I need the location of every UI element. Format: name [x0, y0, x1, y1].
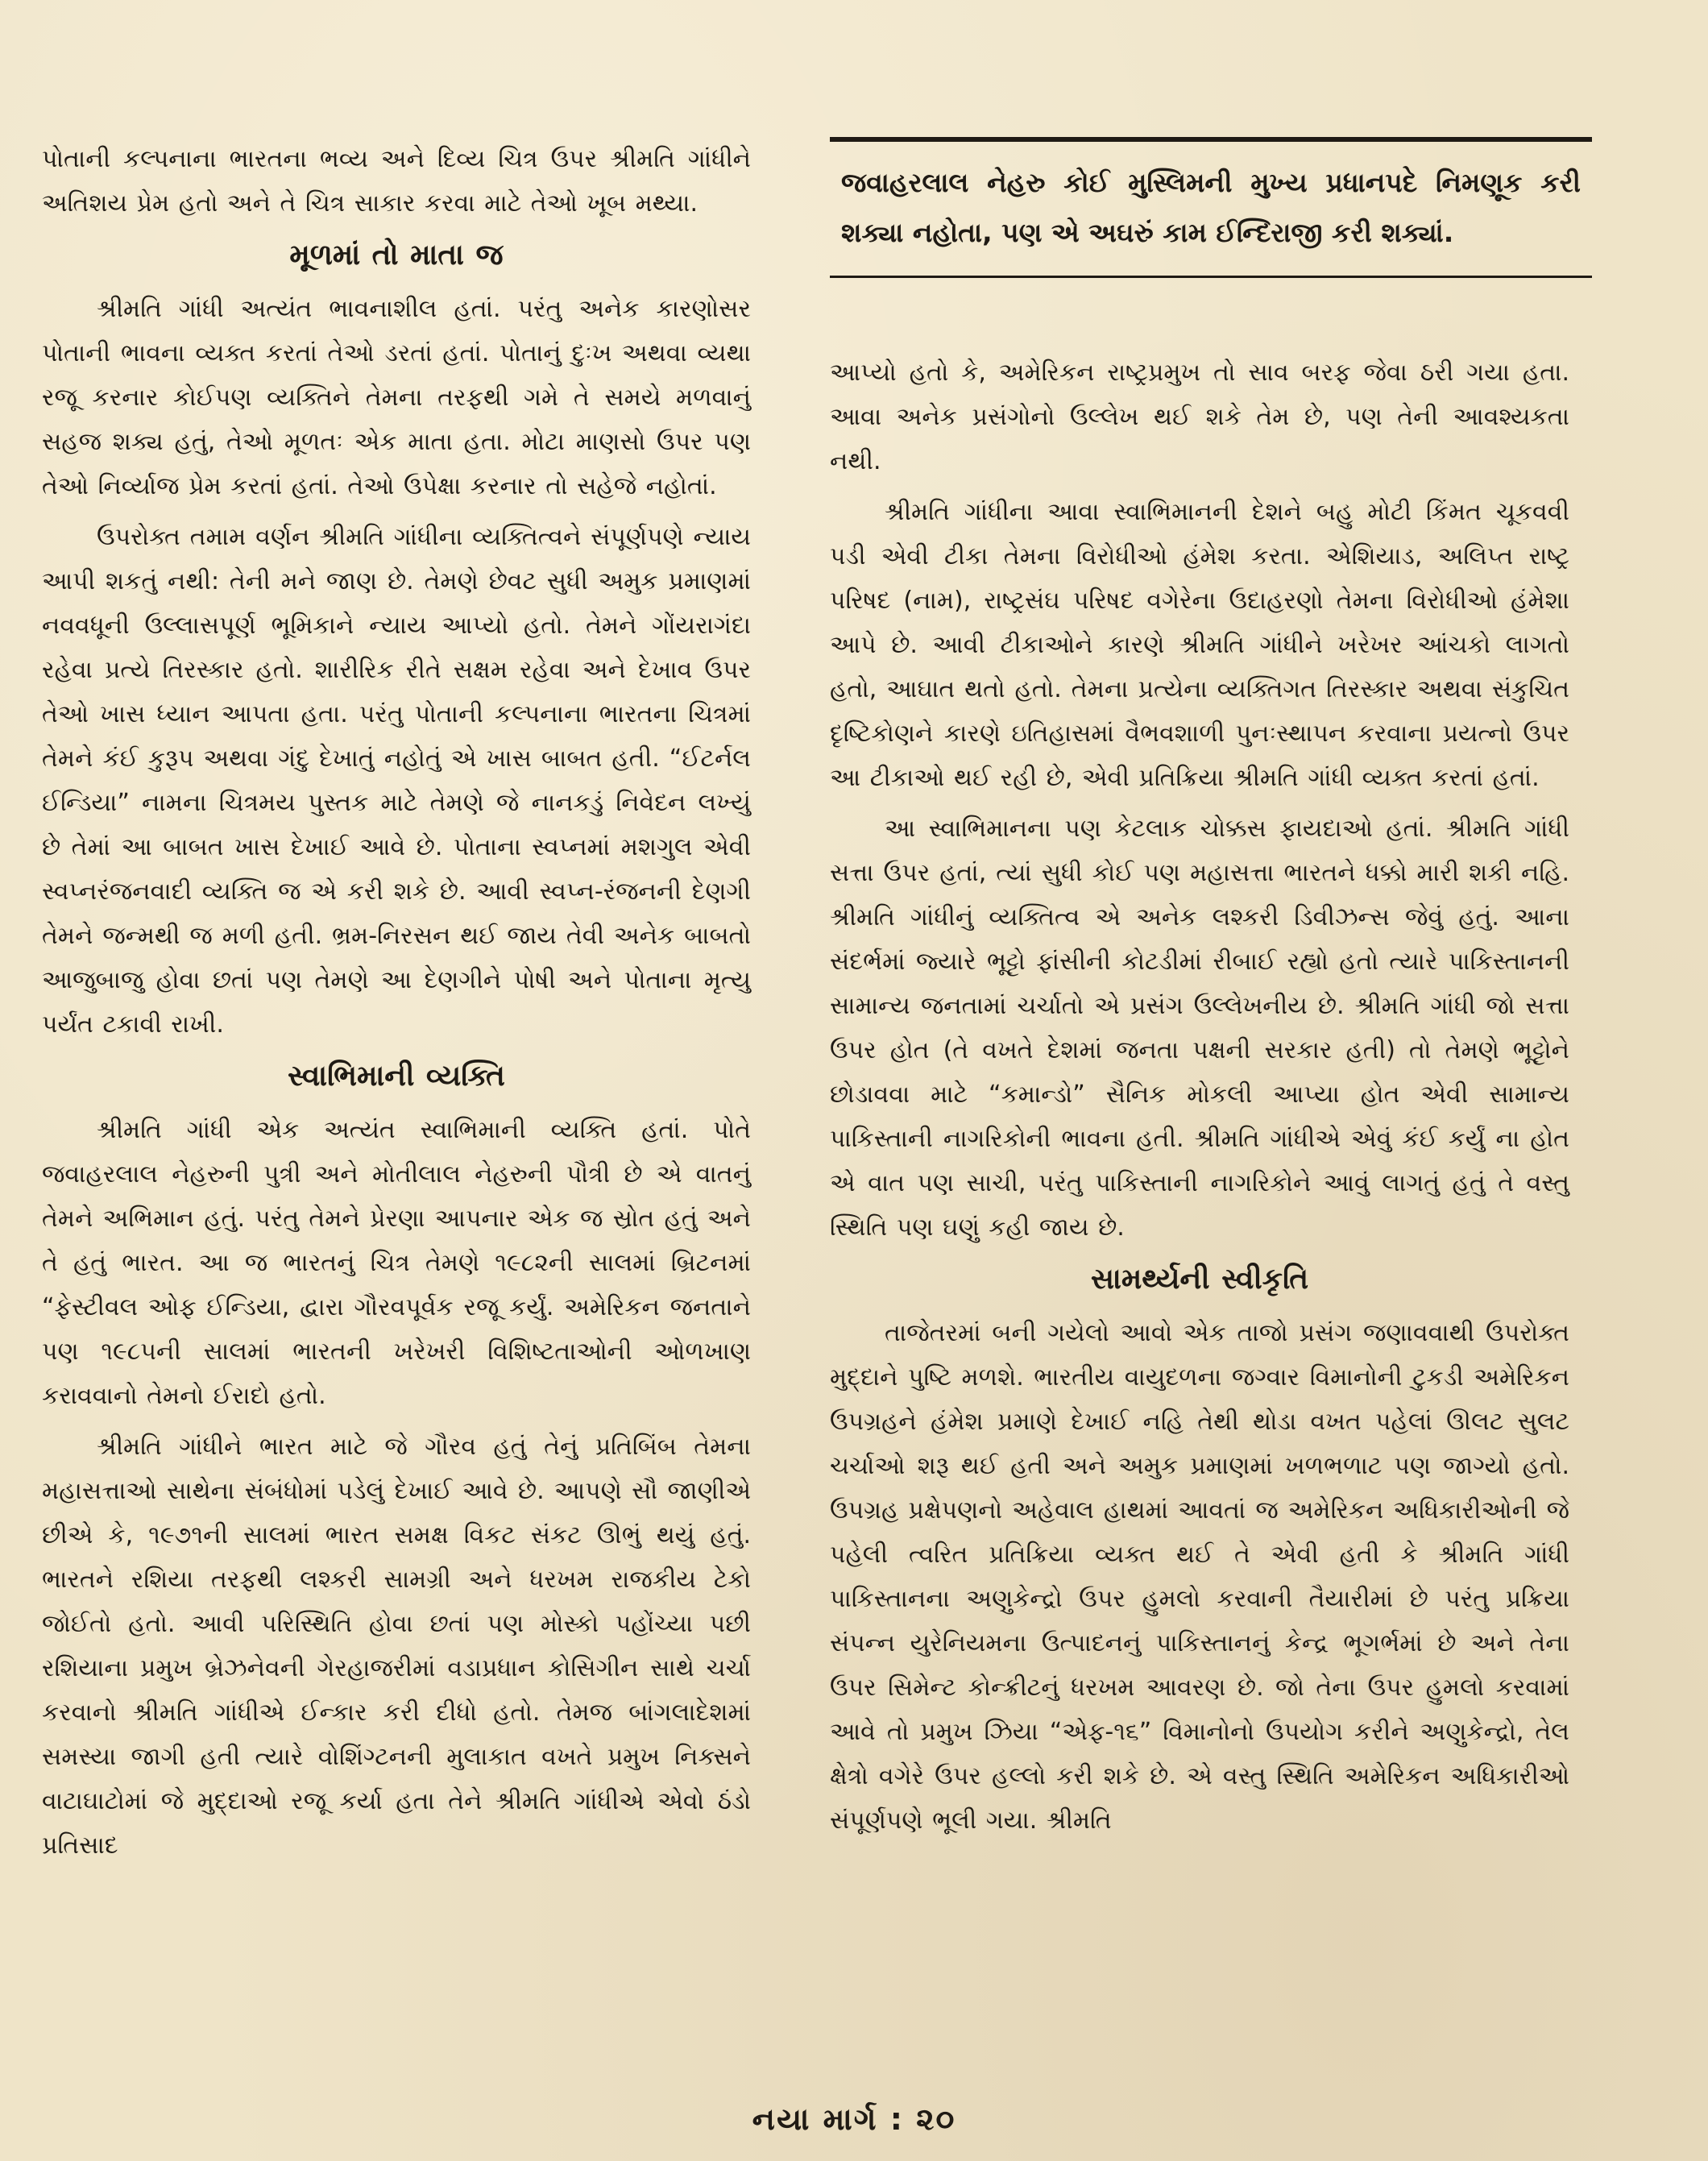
pull-quote-text: જવાહરલાલ નેહરુ કોઈ મુસ્લિમની મુખ્ય પ્રધાનપદે નિમણૂક કરી શક્યા નહોતા, પણ એ અઘરું કામ ઈન્દિરાજી કરી શક્યાં.: [841, 167, 1581, 248]
section-heading-strength: સામર્થ્યની સ્વીકૃતિ: [1090, 1263, 1309, 1296]
paragraph: આપ્યો હતો કે, અમેરિકન રાષ્ટ્રપ્રમુખ તો સાવ બરફ જેવા ઠરી ગયા હતા. આવા અનેક પ્રસંગોનો ઉલ્લેખ થઈ શકે તેમ છે, પણ તેની આવશ્યકતા નથી.: [830, 359, 1569, 475]
paragraph: આ સ્વાભિમાનના પણ કેટલાક ચોક્કસ ફાયદાઓ હતાં. શ્રીમતિ ગાંધી સત્તા ઉપર હતાં, ત્યાં સુધી કોઈ પણ મહાસત્તા ભારતને ધક્કો મારી શકી નહિ. શ્રીમતિ ગાંધીનું વ્યક્તિત્વ એ અનેક લશ્કરી ડિવીઝન્સ જેવું હતું. આના સંદર્ભમાં જ્યારે ભૂટ્ટો ફાંસીની કોટડીમાં રીબાઈ રહ્યો હતો ત્યારે પાકિસ્તાનની સામાન્ય જનતામાં ચર્ચાતો એ પ્રસંગ ઉલ્લેખનીય છે. શ્રીમતિ ગાંધી જો સત્તા ઉપર હોત (તે વખતે દેશમાં જનતા પક્ષની સરકાર હતી) તો તેમણે ભૂટ્ટોને છોડાવવા માટે “કમાન્ડો” સૈનિક મોકલી આપ્યા હોત એવી સામાન્ય પાકિસ્તાની નાગરિકોની ભાવના હતી. શ્રીમતિ ગાંધીએ એવું કંઈ કર્યું ના હોત એ વાત પણ સાચી, પરંતુ પાકિસ્તાની નાગરિકોને આવું લાગતું હતું તે વસ્તુ સ્થિતિ પણ ઘણું કહી જાય છે.: [830, 815, 1569, 1242]
paragraph: શ્રીમતિ ગાંધીને ભારત માટે જે ગૌરવ હતું તેનું પ્રતિબિંબ તેમના મહાસત્તાઓ સાથેના સંબંધોમાં પડેલું દેખાઈ આવે છે. આપણે સૌ જાણીએ છીએ કે, ૧૯૭૧ની સાલમાં ભારત સમક્ષ વિકટ સંકટ ઊભું થયું હતું. ભારતને રશિયા તરફથી લશ્કરી સામગ્રી અને ધરખમ રાજકીય ટેકો જોઈતો હતો. આવી પરિસ્થિતિ હોવા છતાં પણ મોસ્કો પહોંચ્યા પછી રશિયાના પ્રમુખ બ્રેઝનેવની ગેરહાજરીમાં વડાપ્રધાન કોસિગીન સાથે ચર્ચા કરવાનો શ્રીમતિ ગાંધીએ ઈન્કાર કરી દીધો હતો. તેમજ બાંગલાદેશમાં સમસ્યા જાગી હતી ત્યારે વોશિંગ્ટનની મુલાકાત વખતે પ્રમુખ નિક્સને વાટાઘાટોમાં જે મુદ્દાઓ રજૂ કર્યા હતા તેને શ્રીમતિ ગાંધીએ એવો ઠંડો પ્રતિસાદ: [42, 1433, 751, 1860]
intro-paragraph: પોતાની કલ્પનાના ભારતના ભવ્ય અને દિવ્ય ચિત્ર ઉપર શ્રીમતિ ગાંધીને અતિશય પ્રેમ હતો અને તે ચિત્ર સાકાર કરવા માટે તેઓ ખૂબ મથ્યા.: [42, 145, 751, 218]
paragraph: શ્રીમતિ ગાંધી અત્યંત ભાવનાશીલ હતાં. પરંતુ અનેક કારણોસર પોતાની ભાવના વ્યક્ત કરતાં તેઓ ડરતાં હતાં. પોતાનું દુઃખ અથવા વ્યથા રજૂ કરનાર કોઈપણ વ્યક્તિને તેમના તરફથી ગમે તે સમયે મળવાનું સહજ શક્ય હતું, તેઓ મૂળતઃ એક માતા હતા. મોટા માણસો ઉપર પણ તેઓ નિર્વ્યાજ પ્રેમ કરતાં હતાં. તેઓ ઉપેક્ષા કરનાર તો સહેજે નહોતાં.: [42, 295, 751, 500]
right-column: [830, 350, 1569, 1849]
paragraph: ઉપરોક્ત તમામ વર્ણન શ્રીમતિ ગાંધીના વ્યક્તિત્વને સંપૂર્ણપણે ન્યાય આપી શકતું નથી: તેની મને જાણ છે. તેમણે છેવટ સુધી અમુક પ્રમાણમાં નવવધૂની ઉલ્લાસપૂર્ણ ભૂમિકાને ન્યાય આપ્યો હતો. તેમને ગોંયરાગંદા રહેવા પ્રત્યે તિરસ્કાર હતો. શારીરિક રીતે સક્ષમ રહેવા અને દેખાવ ઉપર તેઓ ખાસ ધ્યાન આપતા હતા. પરંતુ પોતાની કલ્પનાના ભારતના ચિત્રમાં તેમને કંઈ કુરૂપ અથવા ગંદુ દેખાતું નહોતું એ ખાસ બાબત હતી. “ઈટર્નલ ઈન્ડિયા” નામના ચિત્રમય પુસ્તક માટે તેમણે જે નાનકડું નિવેદન લખ્યું છે તેમાં આ બાબત ખાસ દેખાઈ આવે છે. પોતાના સ્વપ્નમાં મશગુલ એવી સ્વપ્નરંજનવાદી વ્યક્તિ જ એ કરી શકે છે. આવી સ્વપ્ન-રંજનની દેણગી તેમને જન્મથી જ મળી હતી. ભ્રમ-નિરસન થઈ જાય તેવી અનેક બાબતો આજુબાજુ હોવા છતાં પણ તેમણે આ દેણગીને પોષી અને પોતાના મૃત્યુ પર્યંત ટકાવી રાખી.: [42, 523, 751, 1039]
pull-quote: [830, 137, 1592, 278]
section-heading-self-respect: સ્વાભિમાની વ્યક્તિ: [288, 1060, 505, 1093]
section-heading-mother: મૂળમાં તો માતા જ: [289, 238, 504, 272]
paragraph: તાજેતરમાં બની ગયેલો આવો એક તાજો પ્રસંગ જણાવવાથી ઉપરોક્ત મુદ્દાને પુષ્ટિ મળશે. ભારતીય વાયુદળના જગ્વાર વિમાનોની ટુકડી અમેરિકન ઉપગ્રહને હંમેશ પ્રમાણે દેખાઈ નહિ તેથી થોડા વખત પહેલાં ઊલટ સુલટ ચર્ચાઓ શરૂ થઈ હતી અને અમુક પ્રમાણમાં ખળભળાટ પણ જાગ્યો હતો. ઉપગ્રહ પ્રક્ષેપણનો અહેવાલ હાથમાં આવતાં જ અમેરિકન અધિકારીઓની જે પહેલી ત્વરિત પ્રતિક્રિયા વ્યક્ત થઈ તે એવી હતી કે શ્રીમતિ ગાંધી પાકિસ્તાનના અણુકેન્દ્રો ઉપર હુમલો કરવાની તૈયારીમાં છે પરંતુ પ્રક્રિયા સંપન્ન યુરેનિયમના ઉત્પાદનનું પાકિસ્તાનનું કેન્દ્ર ભૂગર્ભમાં છે અને તેના ઉપર સિમેન્ટ કોન્ક્રીટનું ધરખમ આવરણ છે. જો તેના ઉપર હુમલો કરવામાં આવે તો પ્રમુખ ઝિયા “એફ-૧૬” વિમાનોનો ઉપયોગ કરીને અણુકેન્દ્રો, તેલ ક્ષેત્રો વગેરે ઉપર હલ્લો કરી શકે છે. એ વસ્તુ સ્થિતિ અમેરિકન અધિકારીઓ સંપૂર્ણપણે ભૂલી ગયા. શ્રીમતિ: [830, 1319, 1569, 1835]
paragraph: શ્રીમતિ ગાંધીના આવા સ્વાભિમાનની દેશને બહુ મોટી કિંમત ચૂકવવી પડી એવી ટીકા તેમના વિરોધીઓ હંમેશ કરતા. એશિયાડ, અલિપ્ત રાષ્ટ્ર પરિષદ (નામ), રાષ્ટ્રસંઘ પરિષદ વગેરેના ઉદાહરણો તેમના વિરોધીઓ હંમેશા આપે છે. આવી ટીકાઓને કારણે શ્રીમતિ ગાંધીને ખરેખર આંચકો લાગતો હતો, આઘાત થતો હતો. તેમના પ્રત્યેના વ્યક્તિગત તિરસ્કાર અથવા સંકુચિત દૃષ્ટિકોણને કારણે ઇતિહાસમાં વૈભવશાળી પુનઃસ્થાપન કરવાના પ્રયત્નો ઉપર આ ટીકાઓ થઈ રહી છે, એવી પ્રતિક્રિયા શ્રીમતિ ગાંધી વ્યક્ત કરતાં હતાં.: [830, 498, 1569, 792]
paragraph: શ્રીમતિ ગાંધી એક અત્યંત સ્વાભિમાની વ્યક્તિ હતાં. પોતે જવાહરલાલ નેહરુની પુત્રી અને મોતીલાલ નેહરુની પૌત્રી છે એ વાતનું તેમને અભિમાન હતું. પરંતુ તેમને પ્રેરણા આપનાર એક જ સ્રોત હતું અને તે હતું ભારત. આ જ ભારતનું ચિત્ર તેમણે ૧૯૮૨ની સાલમાં બ્રિટનમાં “ફેસ્ટીવલ ઓફ ઈન્ડિયા, દ્વારા ગૌરવપૂર્વક રજૂ કર્યું. અમેરિકન જનતાને પણ ૧૯૮૫ની સાલમાં ભારતની ખરેખરી વિશિષ્ટતાઓની ઓળખાણ કરાવવાનો તેમનો ઈરાદો હતો.: [42, 1116, 751, 1410]
left-column: [42, 137, 751, 1874]
page-footer: નયા માર્ગ : ૨૦: [752, 2101, 956, 2137]
